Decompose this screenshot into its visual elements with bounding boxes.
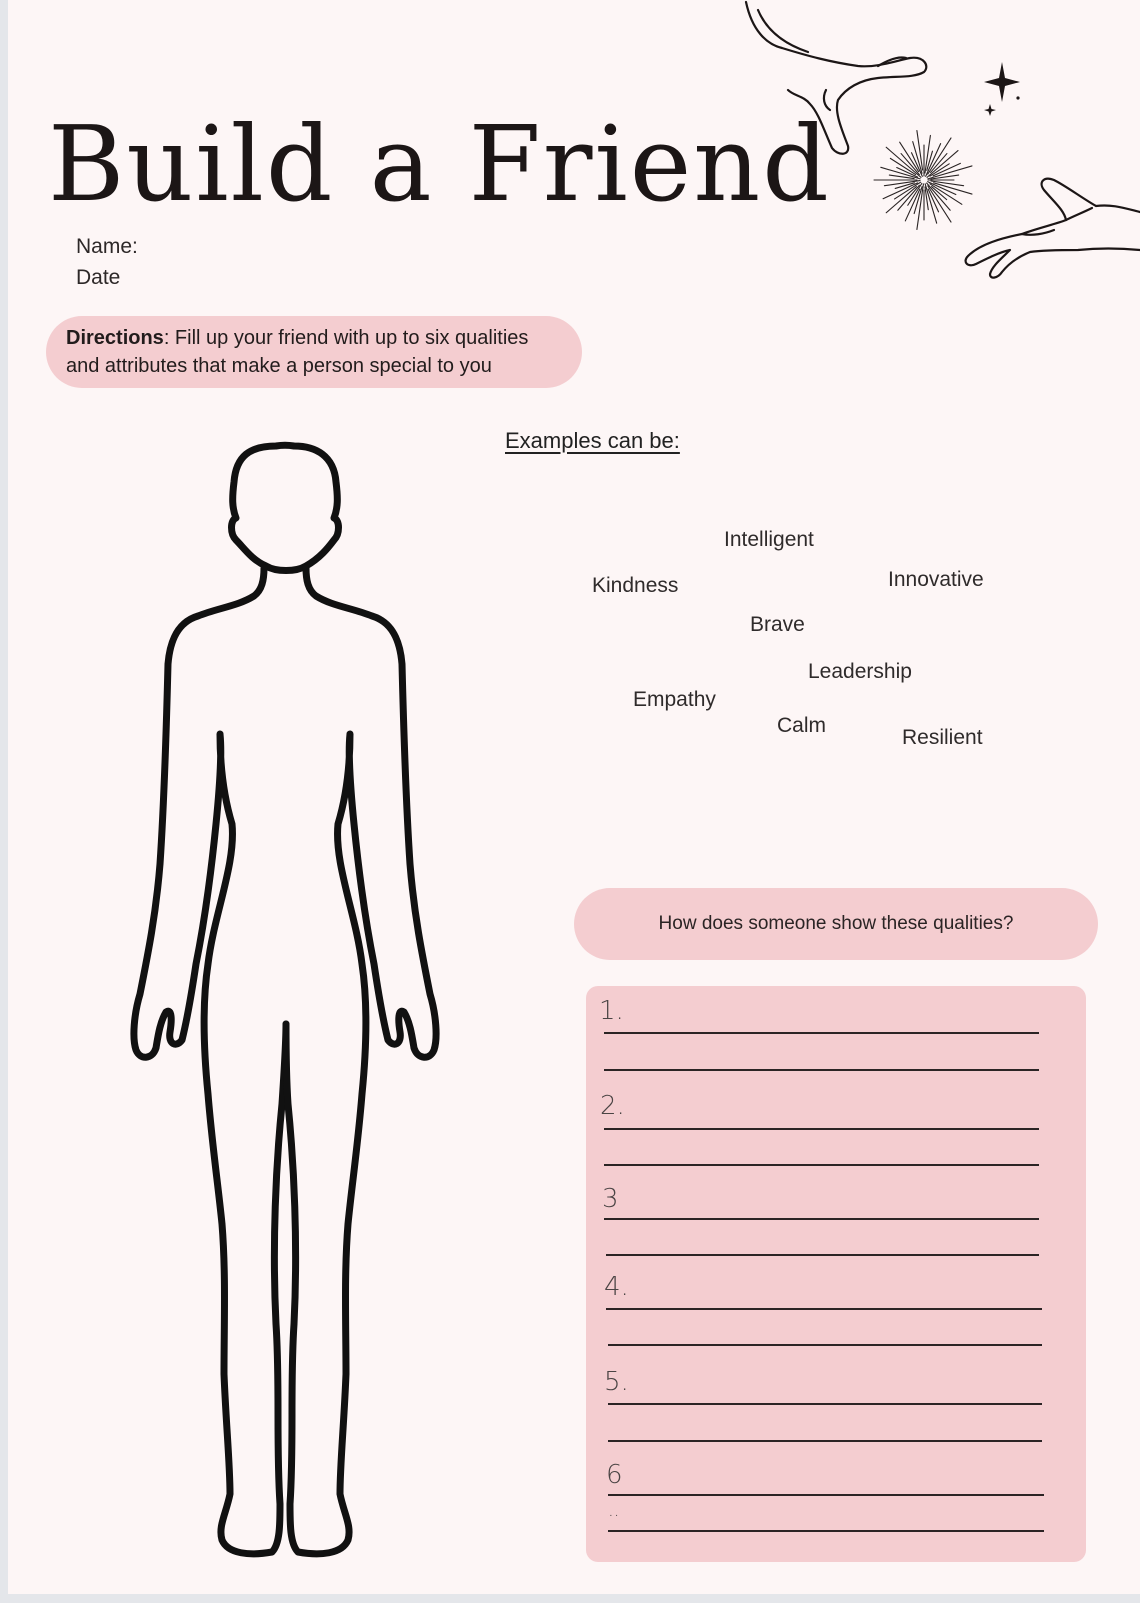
question-box	[574, 888, 1098, 960]
answer-number: 4.	[604, 1272, 629, 1302]
examples-heading: Examples can be:	[505, 428, 680, 453]
answer-line[interactable]	[608, 1494, 1044, 1496]
directions-box	[46, 316, 582, 388]
answer-line[interactable]	[604, 1128, 1039, 1130]
answer-number: ..	[608, 1500, 620, 1521]
answer-number: 3	[602, 1184, 619, 1214]
answer-line[interactable]	[604, 1218, 1039, 1220]
question-text: How does someone show these qualities?	[658, 913, 1014, 934]
example-word: Brave	[750, 613, 805, 636]
body-outline-icon	[126, 444, 446, 1568]
answer-line[interactable]	[608, 1440, 1042, 1442]
answer-line[interactable]	[608, 1530, 1044, 1532]
example-word: Innovative	[888, 568, 984, 591]
answer-line[interactable]	[606, 1308, 1042, 1310]
example-word: Resilient	[902, 726, 983, 749]
answer-line[interactable]	[604, 1069, 1039, 1071]
hand-open-icon	[962, 168, 1140, 284]
starburst-icon	[878, 128, 974, 238]
answer-number: 1.	[599, 996, 624, 1026]
example-word: Intelligent	[724, 528, 814, 551]
date-label: Date	[76, 266, 121, 289]
name-label: Name:	[76, 235, 138, 258]
answer-number: 2.	[600, 1091, 625, 1121]
sparkle-star-icon	[982, 58, 1028, 116]
directions-text: : Fill up your friend with up to six qualities and attributes that make a person special to you	[66, 327, 529, 377]
example-word: Calm	[777, 714, 827, 737]
example-word: Kindness	[592, 574, 679, 597]
answer-line[interactable]	[608, 1344, 1042, 1346]
example-word: Empathy	[633, 688, 716, 711]
answer-number: 6	[606, 1460, 623, 1490]
answer-line[interactable]	[604, 1032, 1039, 1034]
answer-line[interactable]	[606, 1254, 1039, 1256]
answer-line[interactable]	[604, 1164, 1039, 1166]
example-word: Leadership	[808, 660, 912, 683]
answers-box	[586, 986, 1086, 1562]
directions-label: Directions	[66, 327, 164, 349]
page-title: Build a Friend	[48, 103, 831, 225]
worksheet-page	[8, 0, 1140, 1594]
answer-line[interactable]	[608, 1403, 1042, 1405]
answer-number: 5.	[604, 1367, 629, 1397]
